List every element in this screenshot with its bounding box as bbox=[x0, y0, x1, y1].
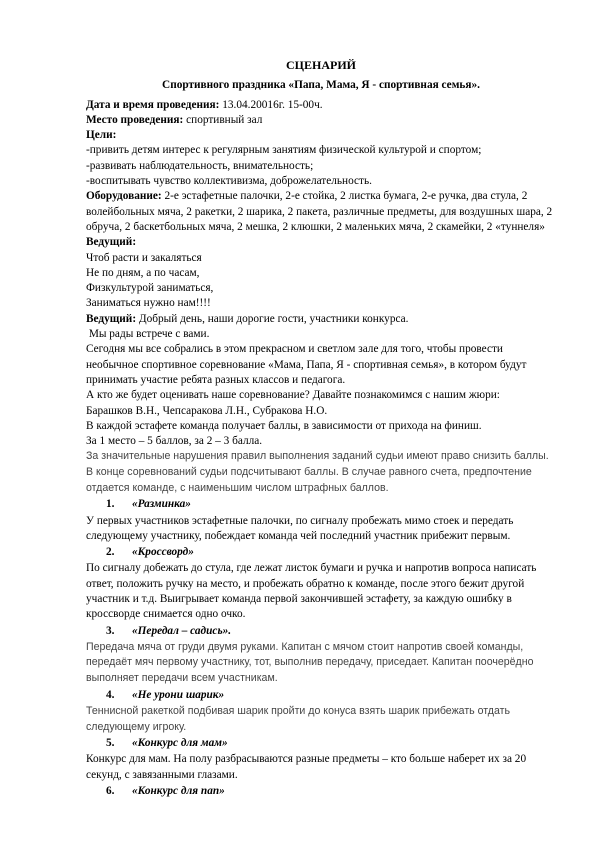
section-heading bbox=[106, 497, 556, 512]
jury-names: Барашков В.Н., Чепсаракова Л.Н., Субракова Н.О. bbox=[86, 404, 328, 417]
place-label: Место проведения: bbox=[86, 113, 184, 126]
date-label: Дата и время проведения: bbox=[86, 98, 220, 111]
equipment-value: 2-е эстафетные палочки, 2-е стойка, 2 листка бумага, 2-е ручка, два стула, 2 волейбольных мяча, 2 ракетки, 2 шарика, 2 пакета, различные предметы, для воздушных шара, 2 обруча, 2 баскетбольных мяча, 2 мешка, 2 клюшки, 2 маленьких мяча, 2 скамейки, 2 «туннеля» bbox=[86, 190, 553, 233]
section-title: «Не урони шарик» bbox=[132, 688, 225, 701]
section-heading bbox=[106, 784, 556, 799]
goal-item: -воспитывать чувство коллективизма, доброжелательность. bbox=[86, 175, 372, 188]
section-number: 4. bbox=[106, 688, 115, 701]
poem-line: Не по дням, а по часам, bbox=[86, 266, 200, 279]
section-heading bbox=[106, 736, 556, 751]
section-title: «Кроссворд» bbox=[132, 546, 194, 559]
goals-label: Цели: bbox=[86, 129, 117, 142]
section-text: У первых участников эстафетные палочки, по сигналу пробежать мимо стоек и передать следующему участнику, побеждает команда чей последний участник прибежит первым. bbox=[86, 514, 514, 542]
jury-question: А кто же будет оценивать наше соревнование? Давайте познакомимся с нашим жюри: bbox=[86, 389, 500, 402]
place-line bbox=[86, 113, 556, 128]
section-text: Конкурс для мам. На полу разбрасываются разные предметы – кто больше наберет их за 20 секунд, с завязанными глазами. bbox=[86, 753, 527, 781]
section-heading bbox=[106, 688, 556, 703]
section-number: 1. bbox=[106, 498, 115, 511]
equipment-label: Оборудование: bbox=[86, 190, 162, 203]
poem-line: Заниматься нужно нам!!!! bbox=[86, 297, 211, 310]
host-label: Ведущий: bbox=[86, 236, 137, 249]
equipment-line bbox=[86, 189, 556, 235]
section-number: 6. bbox=[106, 785, 115, 798]
section-number: 3. bbox=[106, 624, 115, 637]
places-rule: За 1 место – 5 баллов, за 2 – 3 балла. bbox=[86, 435, 263, 448]
host-greeting bbox=[86, 312, 556, 327]
section-title: «Разминка» bbox=[132, 498, 191, 511]
section-heading bbox=[106, 545, 556, 560]
date-line bbox=[86, 98, 556, 113]
poem-line: Чтоб расти и закаляться bbox=[86, 251, 202, 264]
penalty-paragraph: За значительные нарушения правил выполнения заданий судьи имеют право снизить баллы. В конце соревнований судьи подсчитывают баллы. В случае равного счета, предпочтение отдается команде, с наименьшим числом штрафных баллов. bbox=[86, 450, 549, 494]
doc-subtitle: Спортивного праздника «Папа, Мама, Я - спортивная семья». bbox=[162, 79, 480, 92]
section-title: «Передал – садись». bbox=[132, 624, 232, 637]
section-title: «Конкурс для мам» bbox=[132, 737, 228, 750]
scoring-rule: В каждой эстафете команда получает баллы, в зависимости от прихода на финиш. bbox=[86, 419, 482, 432]
host2-label: Ведущий: bbox=[86, 312, 137, 325]
intro-paragraph: Сегодня мы все собрались в этом прекрасном и светлом зале для того, чтобы провести необычное спортивное соревнование «Мама, Папа, Я - спортивная семья», в котором будут принимать участие ребята разных классов и педагога. bbox=[86, 343, 527, 386]
section-heading bbox=[106, 624, 556, 639]
document-page bbox=[86, 58, 556, 800]
section-text: Теннисной ракеткой подбивая шарик пройти до конуса взять шарик прибежать отдать следующему игроку. bbox=[86, 704, 511, 733]
section-title: «Конкурс для пап» bbox=[132, 785, 225, 798]
goal-item: -развивать наблюдательность, внимательность; bbox=[86, 159, 314, 172]
poem-line: Физкультурой заниматься, bbox=[86, 282, 214, 295]
section-number: 2. bbox=[106, 546, 115, 559]
date-value: 13.04.20016г. 15-00ч. bbox=[219, 98, 323, 111]
section-text: Передача мяча от груди двумя руками. Капитан с мячом стоит напротив своей команды, передаёт мяч первому участнику, тот, выполнив передачу, приседает. Капитан поочерёдно выполняет передачи всем участникам. bbox=[86, 640, 534, 685]
host2-text: Добрый день, наши дорогие гости, участники конкурса. bbox=[136, 312, 409, 325]
doc-title: СЦЕНАРИЙ bbox=[285, 58, 356, 72]
place-value: спортивный зал bbox=[183, 113, 263, 126]
welcome-line: Мы рады встрече с вами. bbox=[86, 328, 210, 341]
section-text: По сигналу добежать до стула, где лежат листок бумаги и ручка и напротив вопроса написать ответ, положить ручку на место, и пробежать обратно к команде, после этого бежит другой участник и т.д. Выигрывает команда первой закончившей эстафету, за каждую ошибку в кроссворде снимается одно очко. bbox=[86, 562, 537, 621]
goal-item: -привить детям интерес к регулярным занятиям физической культурой и спортом; bbox=[86, 144, 482, 157]
section-number: 5. bbox=[106, 737, 115, 750]
